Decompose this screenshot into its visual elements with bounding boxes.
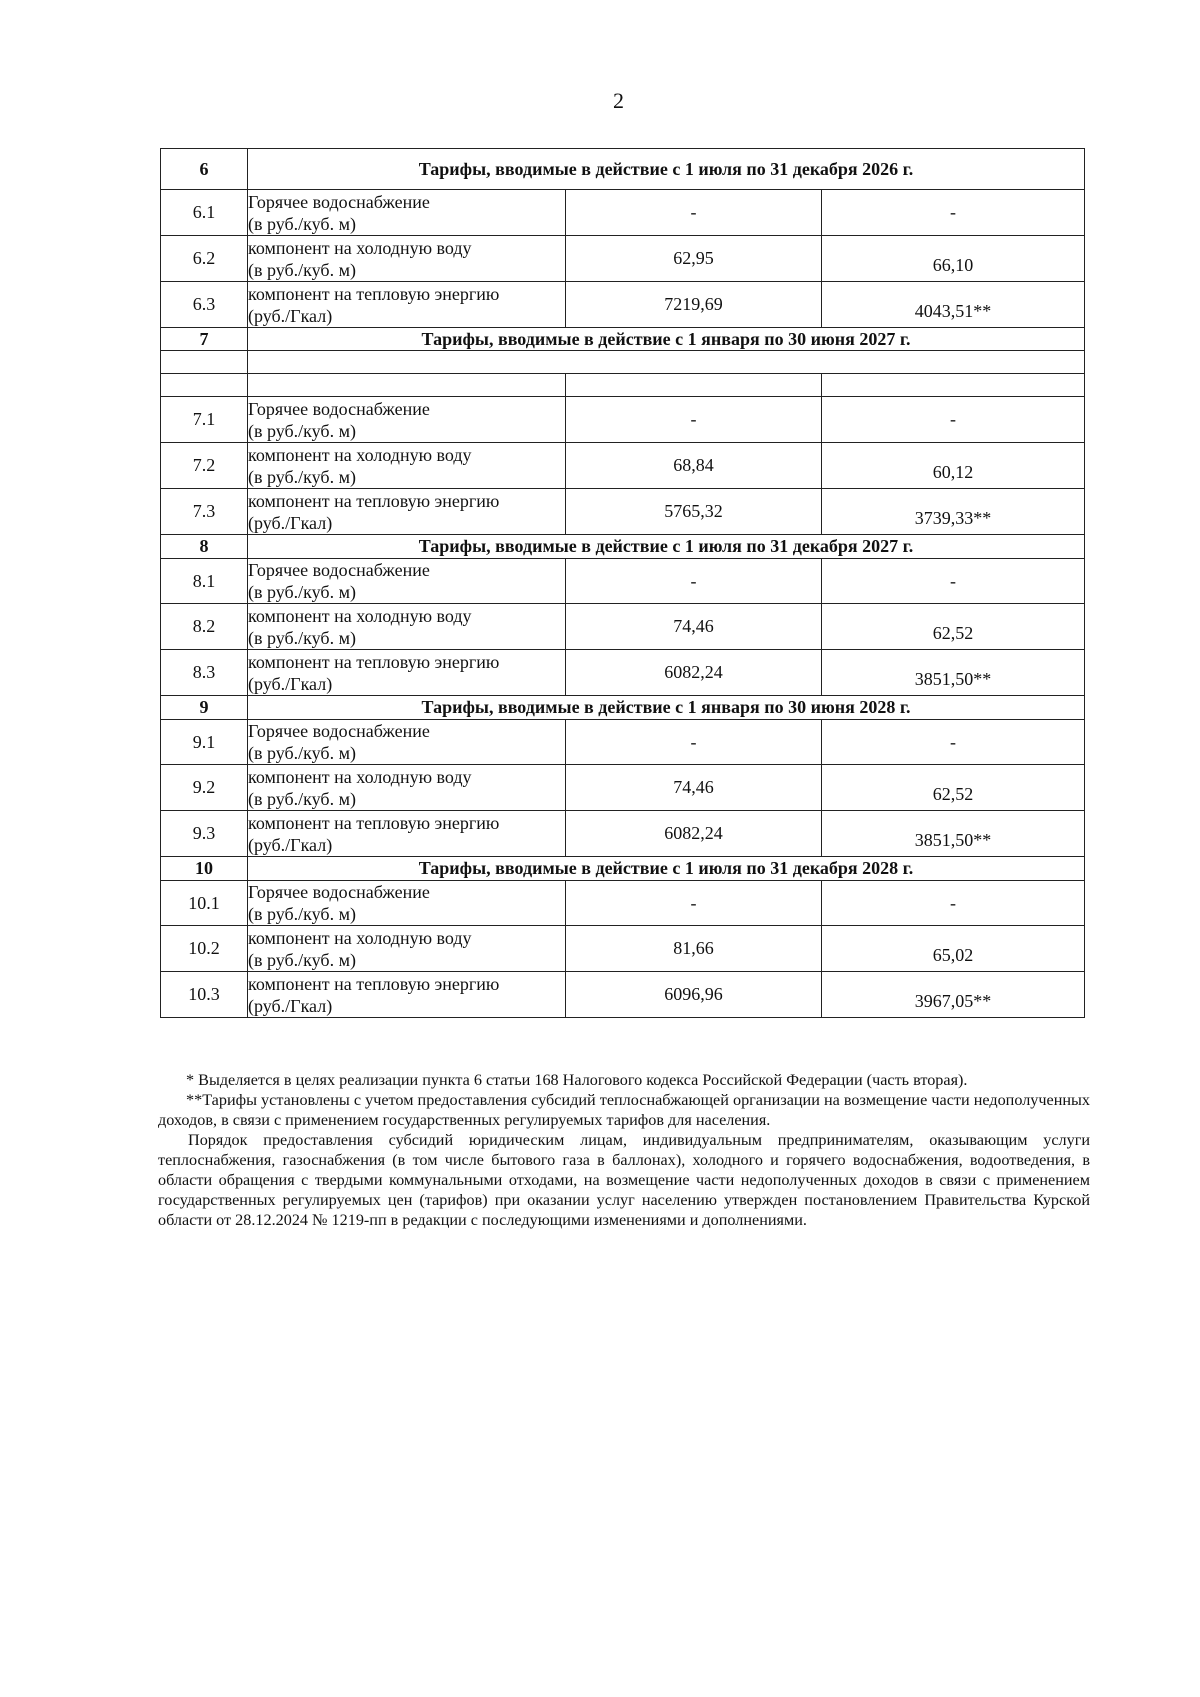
- row-unit-line: (руб./Гкал): [248, 512, 333, 533]
- row-name: [248, 926, 566, 972]
- row-name-line: компонент на холодную воду: [248, 444, 472, 465]
- row-unit-line: (в руб./куб. м): [248, 743, 356, 763]
- row-number: 6.1: [161, 190, 248, 236]
- empty-cell: [161, 351, 248, 374]
- table-row: [161, 926, 1085, 972]
- row-unit-line: (в руб./куб. м): [248, 949, 356, 970]
- table-row: [161, 972, 1085, 1018]
- value-population: 74,46: [566, 604, 822, 650]
- row-number: 8.3: [161, 650, 248, 696]
- value-population: 7219,69: [566, 282, 822, 328]
- row-name: [248, 881, 566, 926]
- table-row: [161, 604, 1085, 650]
- section-header-row: [161, 857, 1085, 881]
- value-other: 65,02: [822, 926, 1085, 972]
- value-population: 6082,24: [566, 650, 822, 696]
- row-name-line: Горячее водоснабжение: [248, 191, 430, 212]
- table-row: [161, 443, 1085, 489]
- row-name-line: компонент на холодную воду: [248, 766, 472, 787]
- value-population: -: [566, 397, 822, 443]
- value-population: -: [566, 559, 822, 604]
- row-name-line: компонент на тепловую энергию: [248, 651, 500, 672]
- value-population: 6082,24: [566, 811, 822, 857]
- row-unit-line: (в руб./куб. м): [248, 582, 356, 602]
- table-row: [161, 190, 1085, 236]
- value-other: 62,52: [822, 765, 1085, 811]
- table-row: [161, 650, 1085, 696]
- row-unit-line: (в руб./куб. м): [248, 466, 356, 487]
- value-population: 81,66: [566, 926, 822, 972]
- value-population: -: [566, 881, 822, 926]
- row-name-line: компонент на тепловую энергию: [248, 283, 500, 304]
- row-name: [248, 282, 566, 328]
- row-number: 6.3: [161, 282, 248, 328]
- row-name-line: Горячее водоснабжение: [248, 882, 430, 902]
- row-name-line: Горячее водоснабжение: [248, 721, 430, 741]
- row-number: 10.1: [161, 881, 248, 926]
- row-unit-line: (руб./Гкал): [248, 673, 333, 694]
- row-name: [248, 443, 566, 489]
- table-row: [161, 236, 1085, 282]
- page-number: 2: [613, 88, 624, 113]
- table-row: [161, 811, 1085, 857]
- value-population: 74,46: [566, 765, 822, 811]
- value-other: -: [822, 720, 1085, 765]
- row-unit-line: (руб./Гкал): [248, 995, 333, 1016]
- section-header-row: [161, 696, 1085, 720]
- row-unit-line: (руб./Гкал): [248, 834, 333, 855]
- value-other: 3967,05**: [822, 972, 1085, 1018]
- row-unit-line: (в руб./куб. м): [248, 259, 356, 280]
- value-other: 66,10: [822, 236, 1085, 282]
- footnote-subsidy: **Тарифы установлены с учетом предоставления субсидий теплоснабжающей организации на возмещение части недополученных доходов, в связи с применением государственных регулируемых тарифов для населения.: [158, 1091, 1090, 1129]
- value-other: 4043,51**: [822, 282, 1085, 328]
- value-other: -: [822, 559, 1085, 604]
- table-row: [161, 765, 1085, 811]
- section-number: 7: [161, 328, 248, 351]
- row-name-line: Горячее водоснабжение: [248, 560, 430, 580]
- section-number: 9: [161, 696, 248, 720]
- row-name-line: компонент на холодную воду: [248, 237, 472, 258]
- row-unit-line: (в руб./куб. м): [248, 420, 356, 441]
- row-name: [248, 489, 566, 535]
- value-other: 60,12: [822, 443, 1085, 489]
- value-population: 6096,96: [566, 972, 822, 1018]
- section-number: 8: [161, 535, 248, 559]
- row-number: 7.3: [161, 489, 248, 535]
- value-other: 3851,50**: [822, 811, 1085, 857]
- row-name: [248, 397, 566, 443]
- value-other: -: [822, 397, 1085, 443]
- value-other: -: [822, 881, 1085, 926]
- row-name: [248, 765, 566, 811]
- empty-cell: [566, 374, 822, 397]
- table-row: [161, 397, 1085, 443]
- row-name: [248, 720, 566, 765]
- row-number: 6.2: [161, 236, 248, 282]
- section-header-row: [161, 328, 1085, 351]
- value-population: 5765,32: [566, 489, 822, 535]
- value-other: 3851,50**: [822, 650, 1085, 696]
- row-unit-line: (руб./Гкал): [248, 305, 333, 326]
- row-name-line: компонент на тепловую энергию: [248, 490, 500, 511]
- row-number: 9.2: [161, 765, 248, 811]
- row-name: [248, 650, 566, 696]
- value-population: 68,84: [566, 443, 822, 489]
- row-name: [248, 972, 566, 1018]
- table-row: [161, 881, 1085, 926]
- row-number: 10.3: [161, 972, 248, 1018]
- value-other: -: [822, 190, 1085, 236]
- table-row: [161, 720, 1085, 765]
- row-unit-line: (в руб./куб. м): [248, 904, 356, 924]
- value-population: -: [566, 720, 822, 765]
- value-population: -: [566, 190, 822, 236]
- empty-row: [161, 351, 1085, 374]
- row-name: [248, 559, 566, 604]
- section-number: 6: [161, 149, 248, 190]
- row-name: [248, 236, 566, 282]
- section-header-row: [161, 149, 1085, 190]
- table-row: [161, 489, 1085, 535]
- empty-cell: [822, 374, 1085, 397]
- row-number: 10.2: [161, 926, 248, 972]
- row-number: 8.1: [161, 559, 248, 604]
- value-population: 62,95: [566, 236, 822, 282]
- row-unit-line: (в руб./куб. м): [248, 627, 356, 648]
- section-header-row: [161, 535, 1085, 559]
- section-title: Тарифы, вводимые в действие с 1 июля по 31 декабря 2027 г.: [248, 535, 1085, 559]
- row-number: 7.2: [161, 443, 248, 489]
- section-title: Тарифы, вводимые в действие с 1 января по 30 июня 2028 г.: [248, 696, 1085, 720]
- table-row: [161, 559, 1085, 604]
- row-name-line: Горячее водоснабжение: [248, 398, 430, 419]
- section-title: Тарифы, вводимые в действие с 1 июля по 31 декабря 2026 г.: [248, 149, 1085, 190]
- empty-cell: [248, 374, 566, 397]
- empty-cell: [248, 351, 1085, 374]
- row-number: 9.1: [161, 720, 248, 765]
- row-unit-line: (в руб./куб. м): [248, 788, 356, 809]
- empty-cell: [161, 374, 248, 397]
- section-number: 10: [161, 857, 248, 881]
- row-number: 7.1: [161, 397, 248, 443]
- row-unit-line: (в руб./куб. м): [248, 213, 356, 234]
- row-name-line: компонент на холодную воду: [248, 927, 472, 948]
- row-name: [248, 604, 566, 650]
- empty-row: [161, 374, 1085, 397]
- row-name-line: компонент на тепловую энергию: [248, 812, 500, 833]
- row-name: [248, 811, 566, 857]
- section-title: Тарифы, вводимые в действие с 1 июля по 31 декабря 2028 г.: [248, 857, 1085, 881]
- row-name: [248, 190, 566, 236]
- table-row: [161, 282, 1085, 328]
- value-other: 62,52: [822, 604, 1085, 650]
- row-number: 8.2: [161, 604, 248, 650]
- subsidy-procedure-paragraph: Порядок предоставления субсидий юридическим лицам, индивидуальным предпринимателям, оказывающим услуги теплоснабжения, газоснабжения (в том числе бытового газа в баллонах), холодного и горячего водоснабжения, водоотведения, в области обращения с твердыми коммунальными отходами, на возмещение части недополученных доходов в связи с применением государственных регулируемых цен (тарифов) при оказании услуг населению утвержден постановлением Правительства Курской области от 28.12.2024 № 1219-пп в редакции с последующими изменениями и дополнениями.: [158, 1131, 1090, 1229]
- row-name-line: компонент на тепловую энергию: [248, 973, 500, 994]
- tariff-table: [160, 148, 1085, 1018]
- section-title: Тарифы, вводимые в действие с 1 января по 30 июня 2027 г.: [248, 328, 1085, 351]
- footnote-vat: * Выделяется в целях реализации пункта 6 статьи 168 Налогового кодекса Российской Федерации (часть вторая).: [186, 1071, 968, 1089]
- row-name-line: компонент на холодную воду: [248, 605, 472, 626]
- value-other: 3739,33**: [822, 489, 1085, 535]
- footnotes: [158, 1070, 1090, 1230]
- row-number: 9.3: [161, 811, 248, 857]
